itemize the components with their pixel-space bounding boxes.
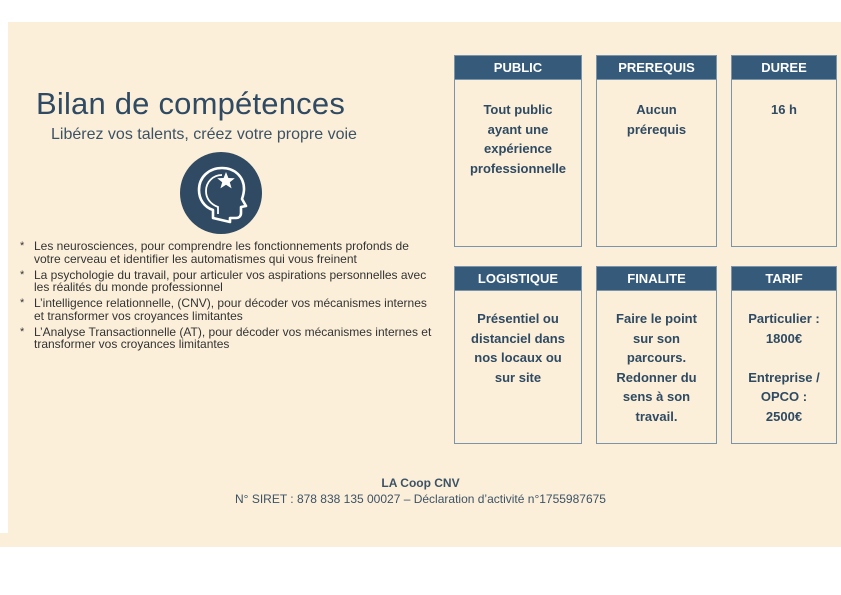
card-duree-title: DUREE (732, 56, 836, 80)
card-prerequis-title: PREREQUIS (597, 56, 716, 80)
card-tarif-title: TARIF (732, 267, 836, 291)
card-public-body: Tout public ayant une expérience professionnelle (469, 102, 567, 176)
card-finalite (596, 266, 717, 444)
page-background-bottom (0, 533, 841, 547)
card-duree-body: 16 h (770, 102, 797, 117)
card-duree (731, 55, 837, 247)
asterisk-icon: * (20, 325, 25, 338)
bullet-list (20, 240, 432, 354)
card-finalite-body: Faire le point sur son parcours. Redonner du sens à son travail. (616, 311, 697, 424)
card-prerequis-body: Aucun prérequis (626, 102, 687, 137)
card-logistique-body: Présentiel ou distanciel dans nos locaux ou sur site (471, 311, 565, 385)
list-item: * La psychologie du travail, pour articuler vos aspirations personnelles avec les réalités du monde professionnel (20, 267, 427, 294)
card-tarif-body: Particulier : 1800€ Entreprise / OPCO : 2500€ (748, 311, 820, 424)
head-star-icon (180, 152, 262, 234)
asterisk-icon: * (20, 297, 25, 309)
footer-organization: LA Coop CNV (381, 476, 460, 490)
asterisk-icon: * (20, 268, 25, 281)
card-prerequis (596, 55, 717, 247)
asterisk-icon: * (20, 240, 25, 252)
page-subtitle: Libérez vos talents, créez votre propre voie (51, 126, 357, 143)
card-tarif (731, 266, 837, 444)
list-item: * Les neurosciences, pour comprendre les fonctionnements profonds de votre cerveau et identifier les automatismes qui vous freinent (20, 239, 409, 266)
card-public (454, 55, 582, 247)
page-title: Bilan de compétences (36, 86, 346, 121)
card-logistique (454, 266, 582, 444)
footer-legal: N° SIRET : 878 838 135 00027 – Déclaration d’activité n°1755987675 (235, 492, 606, 506)
list-item: * L’Analyse Transactionnelle (AT), pour décoder vos mécanismes internes et transformer vos croyances limitantes (20, 324, 432, 351)
list-item: * L’intelligence relationnelle, (CNV), pour décoder vos mécanismes internes et transformer vos croyances limitantes (20, 296, 427, 323)
card-finalite-title: FINALITE (597, 267, 716, 291)
card-logistique-title: LOGISTIQUE (455, 267, 581, 291)
card-public-title: PUBLIC (455, 56, 581, 80)
